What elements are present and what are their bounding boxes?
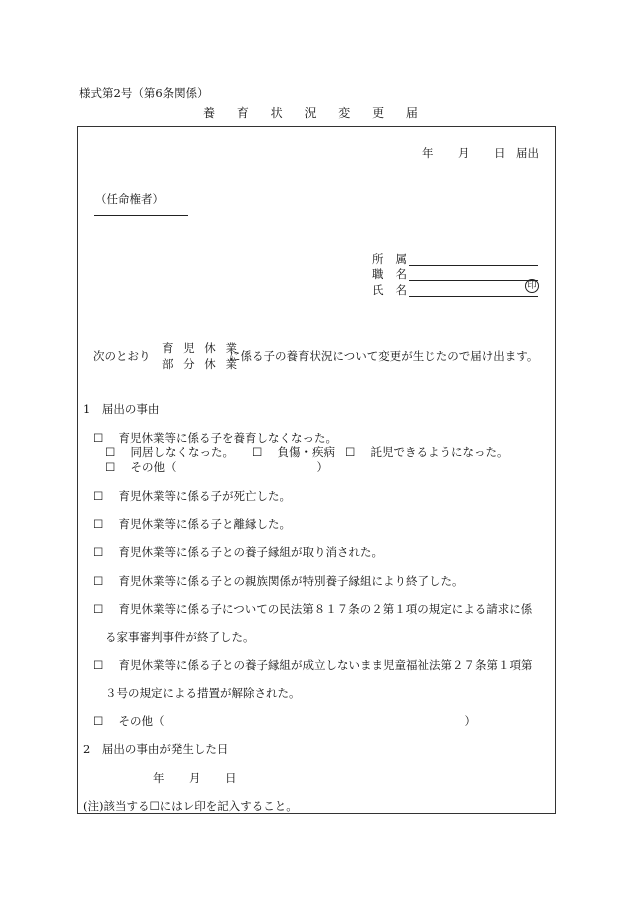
checkbox[interactable]: ☐ xyxy=(252,445,263,459)
date-year-label: 年 xyxy=(422,146,434,160)
sub-option-injury-illness: 負傷・疾病 xyxy=(277,445,335,459)
reason-item-7 xyxy=(93,657,533,673)
name-label: 氏名 xyxy=(372,283,419,297)
document-title: 養 育 状 況 変 更 届 xyxy=(203,106,427,120)
checkbox[interactable]: ☐ xyxy=(93,545,104,559)
statement-suffix: に係る子の養育状況について変更が生じたので届け出ます。 xyxy=(229,349,539,363)
date-month-label: 月 xyxy=(458,146,470,160)
reason-text: 育児休業等に係る子との養子縁組が取り消された。 xyxy=(118,545,383,559)
reason-text: 育児休業等に係る子との親族関係が特別養子縁組により終了した。 xyxy=(118,574,464,588)
leave-option-partial[interactable]: 部 分 休 業 xyxy=(162,357,240,371)
section-2-heading: 2 届出の事由が発生した日 xyxy=(83,742,229,756)
reason-item-4 xyxy=(93,544,383,560)
reason-1-sub-options xyxy=(105,444,509,460)
leave-option-childcare[interactable]: 育 児 休 業 xyxy=(162,341,240,355)
reason-text: 育児休業等に係る子が死亡した。 xyxy=(118,489,291,503)
form-number-label: 様式第2号（第6条関係） xyxy=(79,86,209,100)
checkbox[interactable]: ☐ xyxy=(93,517,104,531)
name-field-line[interactable] xyxy=(409,296,538,297)
checkbox[interactable]: ☐ xyxy=(105,445,116,459)
appointer-label: （任命権者） xyxy=(95,192,164,206)
reason-text: 育児休業等に係る子を養育しなくなった。 xyxy=(118,431,337,445)
occurrence-year-label: 年 xyxy=(153,771,165,785)
reason-item-6-continued: る家事審判事件が終了した。 xyxy=(105,630,255,644)
checkbox[interactable]: ☐ xyxy=(93,431,104,445)
reason-item-5 xyxy=(93,573,464,589)
position-field-line[interactable] xyxy=(409,280,538,281)
date-suffix-label: 届出 xyxy=(516,146,539,160)
position-label: 職名 xyxy=(372,267,419,281)
checkbox[interactable]: ☐ xyxy=(105,460,116,474)
footnote: (注)該当する☐にはレ印を記入すること。 xyxy=(83,799,298,813)
sub-option-other: その他（ xyxy=(130,460,177,474)
reason-text: その他（ xyxy=(118,714,165,728)
occurrence-month-label: 月 xyxy=(189,771,201,785)
affiliation-label: 所属 xyxy=(372,252,419,266)
reason-text: 育児休業等に係る子との養子縁組が成立しないまま児童福祉法第２７条第１項第 xyxy=(118,658,533,672)
sub-option-daycare: 託児できるようになった。 xyxy=(370,445,509,459)
checkbox[interactable]: ☐ xyxy=(93,658,104,672)
submission-date-row xyxy=(422,145,539,161)
appointer-field-line[interactable] xyxy=(94,215,188,216)
checkbox[interactable]: ☐ xyxy=(93,574,104,588)
reason-text: 育児休業等に係る子と離縁した。 xyxy=(118,517,291,531)
reason-item-6 xyxy=(93,601,532,617)
paren-close: ） xyxy=(316,460,328,474)
reason-item-2 xyxy=(93,488,291,504)
checkbox[interactable]: ☐ xyxy=(345,445,356,459)
sub-option-not-cohabiting: 同居しなくなった。 xyxy=(130,445,234,459)
checkbox[interactable]: ☐ xyxy=(93,489,104,503)
checkbox[interactable]: ☐ xyxy=(93,714,104,728)
reason-text: 育児休業等に係る子についての民法第８１７条の２第１項の規定による請求に係 xyxy=(118,602,533,616)
occurrence-day-label: 日 xyxy=(225,771,237,785)
paren-close: ） xyxy=(464,714,476,728)
reason-item-3 xyxy=(93,516,291,532)
section-1-heading: 1 届出の事由 xyxy=(83,402,160,416)
date-day-label: 日 xyxy=(494,146,506,160)
reason-item-7-continued: ３号の規定による措置が解除された。 xyxy=(105,686,301,700)
reason-item-8 xyxy=(93,713,476,729)
occurrence-date-row xyxy=(153,770,237,786)
affiliation-field-line[interactable] xyxy=(409,265,538,266)
checkbox[interactable]: ☐ xyxy=(93,602,104,616)
seal-mark: 印 xyxy=(525,279,539,293)
reason-1-sub-other xyxy=(105,459,328,475)
statement-prefix: 次のとおり xyxy=(93,349,151,363)
